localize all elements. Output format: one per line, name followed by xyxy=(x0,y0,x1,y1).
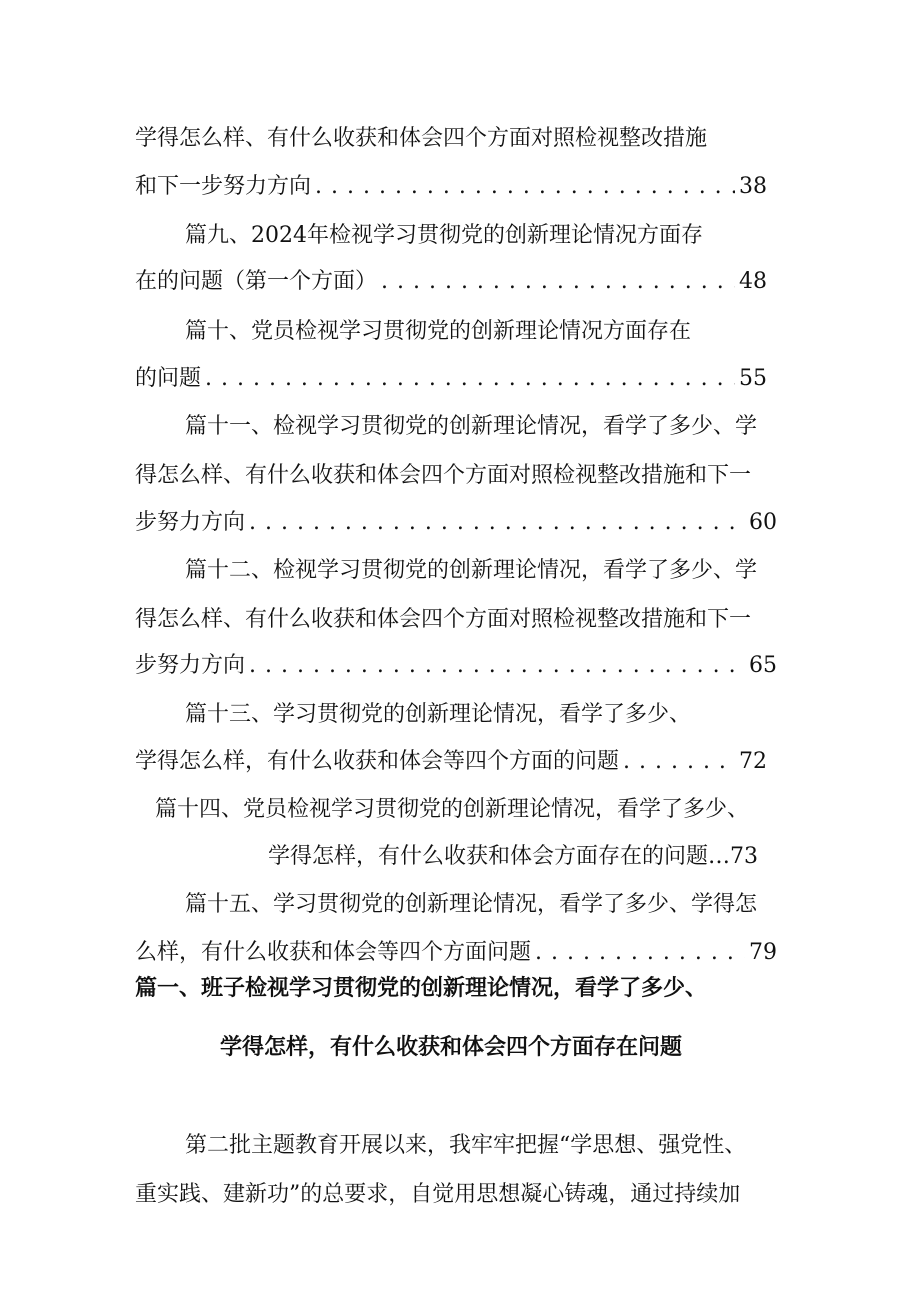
toc-entry-2-page: 48 xyxy=(739,269,767,294)
toc-entry-8-last[interactable] xyxy=(135,938,777,968)
toc-entry-4-text: 步努力方向 xyxy=(135,510,246,535)
toc-entry-4-line-2: 得怎么样、有什么收获和体会四个方面对照检视整改措施和下一 xyxy=(135,463,752,488)
toc-entry-2-line-1: 篇九、2024年检视学习贯彻党的创新理论情况方面存 xyxy=(185,223,703,248)
toc-entry-7-line-1: 篇十四、党员检视学习贯彻党的创新理论情况，看学了多少、 xyxy=(155,797,750,822)
toc-entry-7-last[interactable]: 学得怎样，有什么收获和体会方面存在的问题…73 xyxy=(268,844,758,869)
toc-entry-5-last[interactable] xyxy=(135,651,777,681)
toc-entry-4-last[interactable] xyxy=(135,508,777,538)
toc-entry-5-line-1: 篇十二、检视学习贯彻党的创新理论情况，看学了多少、学 xyxy=(185,558,758,583)
toc-entry-4-line-1: 篇十一、检视学习贯彻党的创新理论情况，看学了多少、学 xyxy=(185,414,758,439)
article-title-line-2: 学得怎样，有什么收获和体会四个方面存在问题 xyxy=(220,1034,683,1060)
toc-leader-dots xyxy=(249,508,745,538)
toc-leader-dots xyxy=(249,651,745,681)
toc-entry-2-last[interactable] xyxy=(135,267,767,297)
toc-entry-3-page: 55 xyxy=(739,366,767,391)
toc-entry-3-text: 的问题 xyxy=(135,366,202,391)
toc-entry-1-last[interactable] xyxy=(135,172,767,202)
toc-entry-3-line-1: 篇十、党员检视学习贯彻党的创新理论情况方面存在 xyxy=(185,319,692,344)
toc-leader-dots xyxy=(381,267,735,297)
toc-entry-6-line-1: 篇十三、学习贯彻党的创新理论情况，看学了多少、 xyxy=(185,702,692,727)
toc-entry-6-text: 学得怎么样，有什么收获和体会等四个方面的问题 xyxy=(135,749,620,774)
toc-entry-3-last[interactable] xyxy=(135,364,767,394)
toc-entry-4-page: 60 xyxy=(749,510,777,535)
article-body-line-2: 重实践、建新功”的总要求，自觉用思想凝心铸魂，通过持续加 xyxy=(135,1182,741,1207)
toc-entry-6-page: 72 xyxy=(739,749,767,774)
toc-entry-8-text: 么样，有什么收获和体会等四个方面问题 xyxy=(135,940,532,965)
toc-entry-5-text: 步努力方向 xyxy=(135,653,246,678)
article-body-line-1: 第二批主题教育开展以来，我牢牢把握“学思想、强党性、 xyxy=(185,1133,747,1158)
toc-entry-8-line-1: 篇十五、学习贯彻党的创新理论情况，看学了多少、学得怎 xyxy=(185,892,758,917)
toc-entry-2-text: 在的问题（第一个方面） xyxy=(135,269,378,294)
toc-entry-1-page: 38 xyxy=(739,174,767,199)
toc-leader-dots xyxy=(315,172,735,202)
toc-leader-dots xyxy=(205,364,735,394)
article-title-line-1: 篇一、班子检视学习贯彻党的创新理论情况，看学了多少、 xyxy=(135,975,708,1001)
toc-entry-5-page: 65 xyxy=(749,653,777,678)
toc-entry-1-line-1: 学得怎么样、有什么收获和体会四个方面对照检视整改措施 xyxy=(135,126,708,151)
toc-leader-dots xyxy=(535,938,745,968)
toc-entry-1-text: 和下一步努力方向 xyxy=(135,174,312,199)
toc-leader-dots xyxy=(623,747,735,777)
toc-entry-6-last[interactable] xyxy=(135,747,767,777)
toc-entry-8-page: 79 xyxy=(749,940,777,965)
toc-entry-5-line-2: 得怎么样、有什么收获和体会四个方面对照检视整改措施和下一 xyxy=(135,607,752,632)
